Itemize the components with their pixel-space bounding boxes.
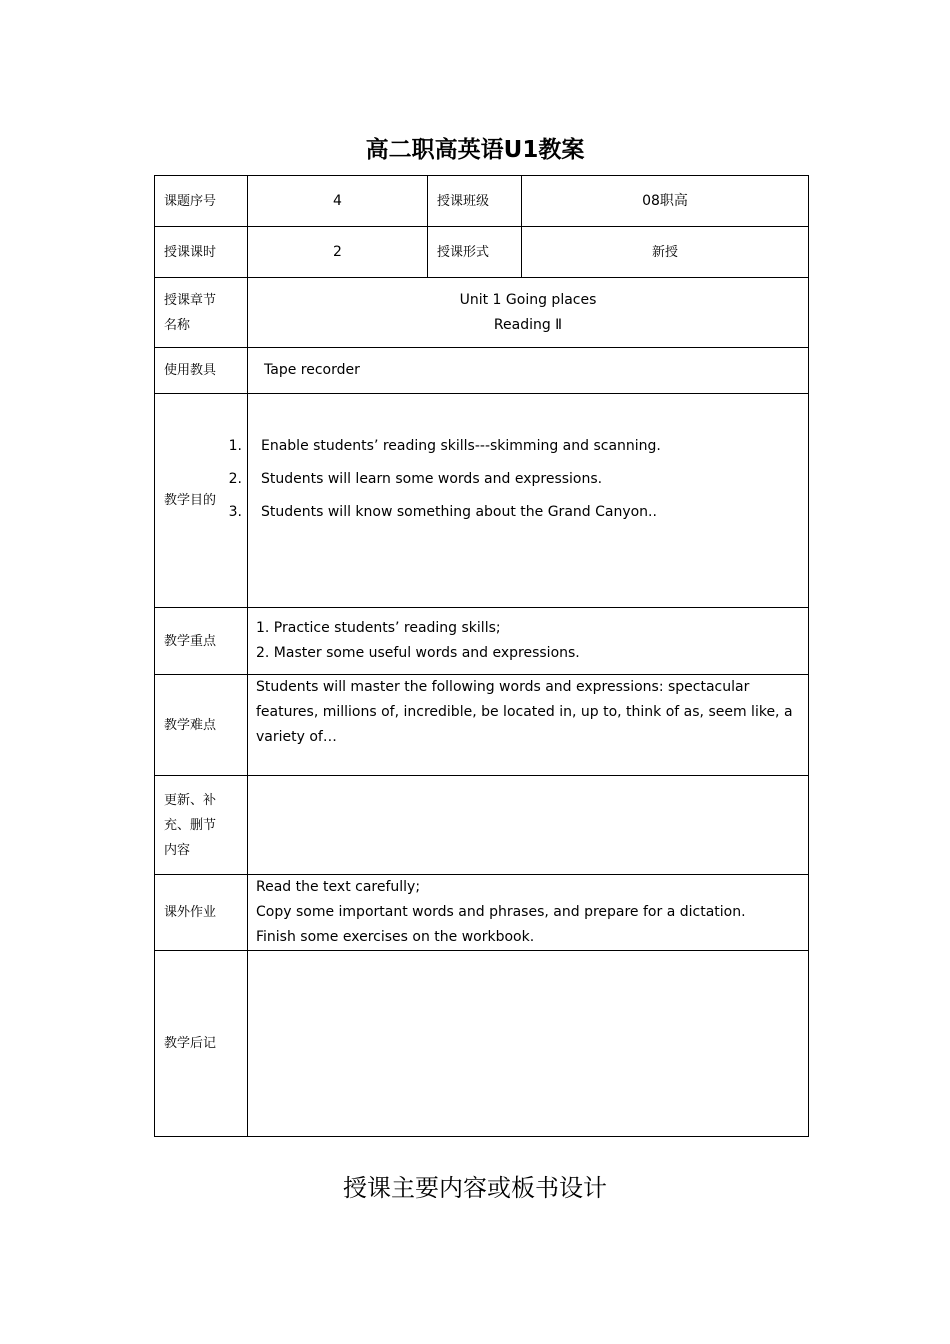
aims-list (228, 430, 808, 529)
updates-value (248, 776, 809, 875)
lesson-number-label: 课题序号 (155, 176, 248, 227)
aim-text: Students will know something about the Grand Canyon.. (261, 504, 657, 520)
updates-label-line1: 更新、补 (164, 792, 217, 808)
list-item (228, 430, 808, 463)
form-label: 授课形式 (428, 227, 522, 278)
table-row-homework (155, 875, 809, 951)
table-row-aims (155, 394, 809, 608)
reflection-value (248, 951, 809, 1137)
difficulties-label: 教学难点 (155, 675, 248, 776)
table-row-lesson-number (155, 176, 809, 227)
table-row-difficulties (155, 675, 809, 776)
homework-label: 课外作业 (155, 875, 248, 951)
chapter-label-line2: 名称 (164, 317, 191, 333)
chapter-value (248, 278, 809, 348)
homework-value (248, 875, 809, 951)
chapter-section: Reading Ⅱ (493, 316, 563, 333)
aim-number: 3. (228, 504, 242, 520)
key-point-line: 1. Practice students’ reading skills; (256, 620, 501, 636)
updates-label-line3: 内容 (164, 842, 191, 858)
class-value: 08职高 (522, 176, 809, 227)
homework-line: Finish some exercises on the workbook. (256, 929, 535, 945)
aims-label: 教学目的 (155, 394, 248, 608)
tools-value: Tape recorder (248, 348, 809, 394)
table-row-hours (155, 227, 809, 278)
homework-line: Copy some important words and phrases, and prepare for a dictation. (256, 904, 746, 920)
list-item (228, 463, 808, 496)
aim-text: Students will learn some words and expressions. (261, 471, 603, 487)
key-point-line: 2. Master some useful words and expressions. (256, 645, 580, 661)
form-value: 新授 (522, 227, 809, 278)
table-row-reflection (155, 951, 809, 1137)
key-points-value (248, 608, 809, 675)
aim-number: 2. (228, 471, 242, 487)
chapter-label-line1: 授课章节 (164, 292, 217, 308)
updates-label-line2: 充、删节 (164, 817, 217, 833)
key-points-label: 教学重点 (155, 608, 248, 675)
chapter-unit-title: Unit 1 Going places (459, 291, 597, 308)
updates-label (155, 776, 248, 875)
table-row-key-points (155, 608, 809, 675)
aim-text: Enable students’ reading skills---skimming and scanning. (261, 438, 661, 454)
tools-label: 使用教具 (155, 348, 248, 394)
lesson-number-value: 4 (248, 176, 428, 227)
board-design-heading: 授课主要内容或板书设计 (343, 1174, 607, 1202)
difficulties-value: Students will master the following words and expressions: spectacular features, millions of, incredible, be located in, up to, think of as, seem like, a variety of… (248, 675, 809, 776)
table-row-chapter (155, 278, 809, 348)
table-row-tools (155, 348, 809, 394)
hours-label: 授课课时 (155, 227, 248, 278)
hours-value: 2 (248, 227, 428, 278)
page-title: 高二职高英语U1教案 (365, 137, 585, 163)
lesson-plan-table (154, 175, 809, 1137)
table-row-updates (155, 776, 809, 875)
class-label: 授课班级 (428, 176, 522, 227)
aims-value (228, 394, 809, 608)
aim-number: 1. (228, 438, 242, 454)
list-item (228, 496, 808, 529)
reflection-label: 教学后记 (155, 951, 248, 1137)
homework-line: Read the text carefully; (256, 879, 421, 895)
chapter-label (155, 278, 248, 348)
